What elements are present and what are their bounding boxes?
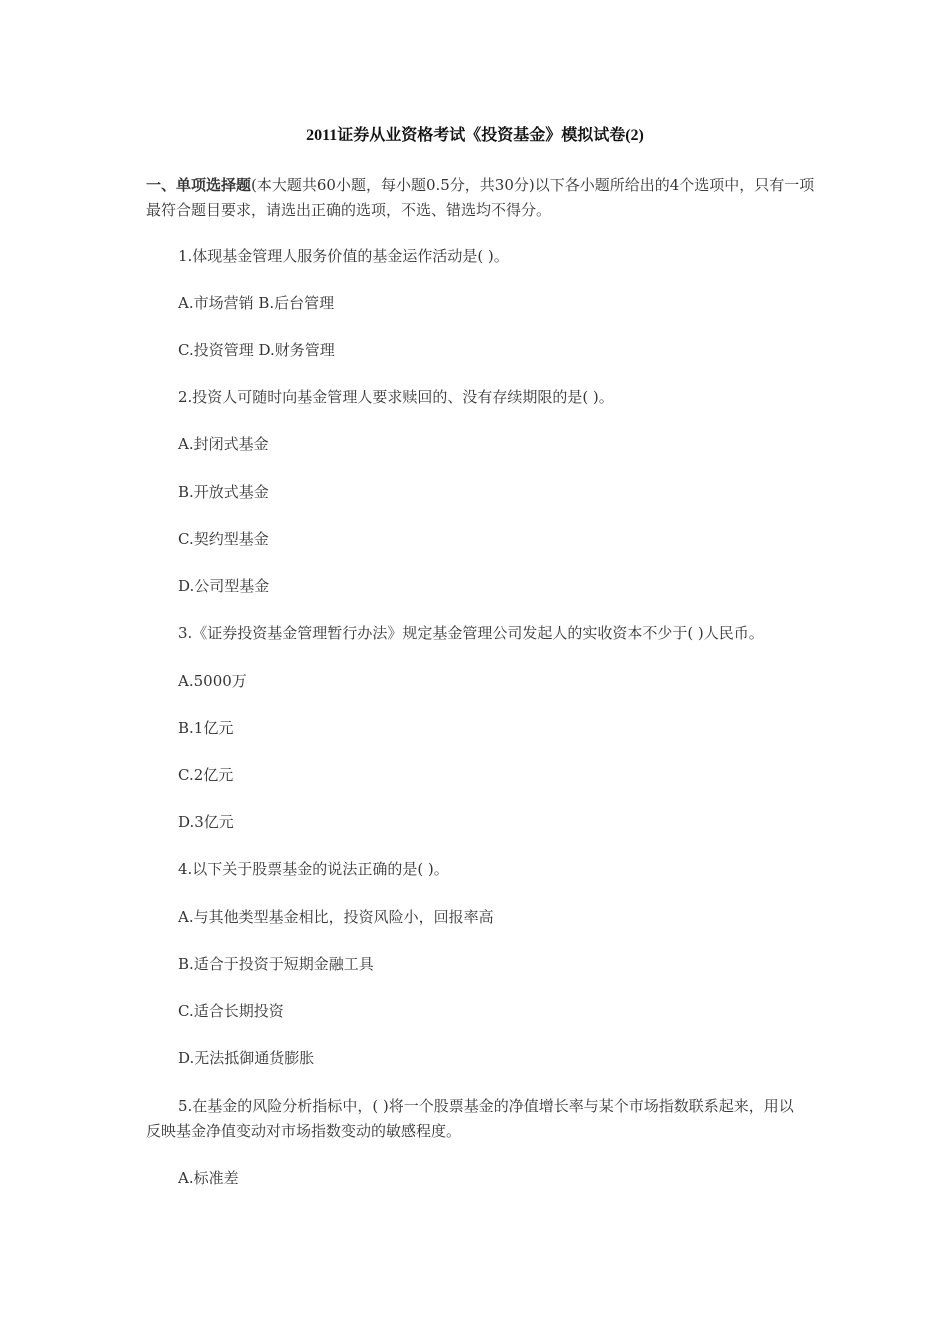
section-intro (146, 173, 818, 223)
question-stem: 4.以下关于股票基金的说法正确的是( )。 (178, 860, 449, 878)
section-heading: 一、单项选择题 (146, 176, 252, 194)
question-stem: 1.体现基金管理人服务价值的基金运作活动是( )。 (178, 247, 509, 265)
question-stem: 5.在基金的风险分析指标中，( )将一个股票基金的净值增长率与某个市场指数联系起来，用以反映基金净值变动对市场指数变动的敏感程度。 (146, 1097, 794, 1140)
question-option: B.1亿元 (178, 719, 234, 737)
question-option: D.3亿元 (178, 813, 234, 831)
question-stem: 3.《证券投资基金管理暂行办法》规定基金管理公司发起人的实收资本不少于( )人民币。 (178, 624, 764, 642)
document-title: 2011证券从业资格考试《投资基金》模拟试卷(2) (306, 127, 644, 144)
question-option: C.投资管理 D.财务管理 (178, 341, 335, 359)
question-option: C.2亿元 (178, 766, 234, 784)
question-option: C.适合长期投资 (178, 1002, 284, 1020)
question-option: D.无法抵御通货膨胀 (178, 1049, 315, 1067)
question-option: B.适合于投资于短期金融工具 (178, 955, 374, 973)
question-option: A.与其他类型基金相比，投资风险小，回报率高 (178, 908, 494, 926)
question-option: A.5000万 (178, 672, 247, 690)
question-option: B.开放式基金 (178, 483, 269, 501)
question-option: C.契约型基金 (178, 530, 269, 548)
question-stem: 2.投资人可随时向基金管理人要求赎回的、没有存续期限的是( )。 (178, 388, 614, 406)
question-option: A.封闭式基金 (178, 435, 269, 453)
question-option: A.标准差 (178, 1169, 239, 1187)
question-option: A.市场营销 B.后台管理 (178, 294, 335, 312)
section-instructions: (本大题共60小题，每小题0.5分，共30分)以下各小题所给出的4个选项中，只有一项最符合题目要求，请选出正确的选项，不选、错选均不得分。 (146, 176, 815, 219)
question-option: D.公司型基金 (178, 577, 270, 595)
